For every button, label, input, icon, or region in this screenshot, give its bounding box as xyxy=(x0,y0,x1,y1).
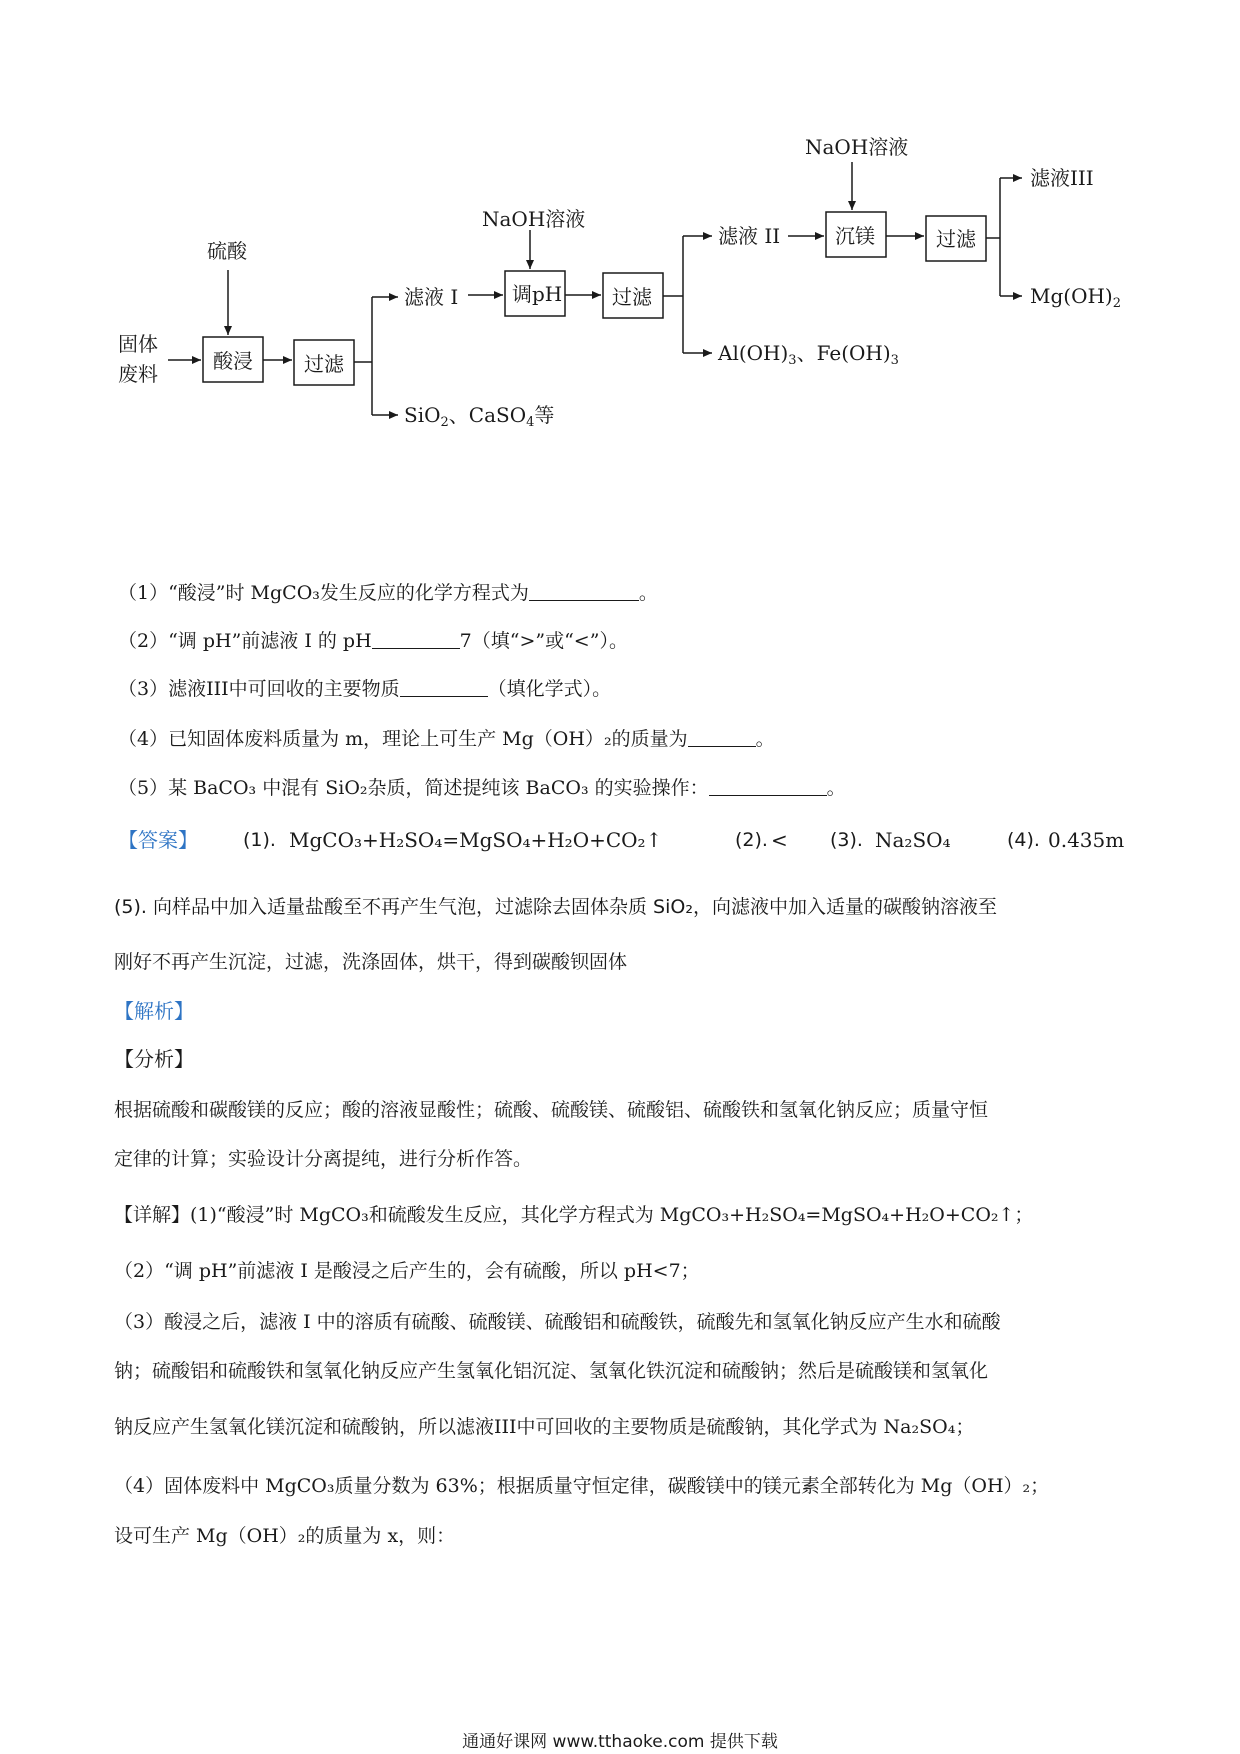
label-filter-1: 过滤 xyxy=(304,352,344,376)
label-filtrate-2: 滤液 II xyxy=(718,224,781,248)
detail-line-1: 【详解】(1)“酸浸”时 MgCO₃和硫酸发生反应，其化学方程式为 MgCO₃+H₂SO₄=MgSO₄+H₂O+CO₂↑； xyxy=(114,1204,1034,1226)
analysis-line-1: 根据硫酸和碳酸镁的反应；酸的溶液显酸性；硫酸、硫酸镁、硫酸铝、硫酸铁和氢氧化钠反应；质量守恒 xyxy=(114,1099,989,1121)
label-precip-mg: 沉镁 xyxy=(835,224,875,248)
analysis-tag: 【解析】 xyxy=(114,999,194,1023)
answer-blank-4 xyxy=(688,726,756,747)
answer-3: Na₂SO₄ xyxy=(875,828,951,852)
question-1 xyxy=(118,580,658,606)
label-mgoh2: $Mg(OH)_2$ xyxy=(1030,284,1122,311)
label-filter-2: 过滤 xyxy=(612,285,652,309)
answer-tag: 【答案】 xyxy=(118,828,198,852)
question-3 xyxy=(118,676,611,702)
label-naoh-2: NaOH溶液 xyxy=(805,135,909,159)
label-solid-waste-1: 固体 xyxy=(118,332,158,356)
answer-4: 0.435m xyxy=(1048,828,1125,852)
detail-line-6: （4）固体废料中 MgCO₃质量分数为 63%；根据质量守恒定律，碳酸镁中的镁元素全部转化为 Mg（OH）₂； xyxy=(114,1475,1050,1497)
question-3-text: （3）滤液III中可回收的主要物质 xyxy=(118,678,400,700)
process-flowchart xyxy=(0,0,1240,440)
answer-3-label: (3). xyxy=(830,829,863,851)
question-5-text: （5）某 BaCO₃ 中混有 SiO₂杂质，简述提纯该 BaCO₃ 的实验操作： xyxy=(118,777,709,799)
label-filtrate-1: 滤液 I xyxy=(404,285,459,309)
question-2-text: （2）“调 pH”前滤液 I 的 pH xyxy=(118,630,372,652)
question-2 xyxy=(118,628,628,654)
label-residue-2: $Al(OH)_3$、$Fe(OH)_3$ xyxy=(718,341,899,368)
detail-line-4: 钠；硫酸铝和硫酸铁和氢氧化钠反应产生氢氧化铝沉淀、氢氧化铁沉淀和硫酸钠；然后是硫酸镁和氢氧化 xyxy=(114,1360,989,1382)
label-sulfuric-acid: 硫酸 xyxy=(207,239,247,263)
question-3-end: （填化学式）。 xyxy=(487,678,612,700)
question-2-end: 7（填“>”或“<”）。 xyxy=(459,630,628,652)
answer-blank-1 xyxy=(529,580,639,601)
label-filtrate-3: 滤液III xyxy=(1030,166,1094,190)
label-adjust-ph: 调pH xyxy=(512,282,563,306)
question-1-text: （1）“酸浸”时 MgCO₃发生反应的化学方程式为 xyxy=(118,582,529,604)
page-footer: 通通好课网 www.tthaoke.com 提供下载 xyxy=(462,1732,778,1752)
answer-4-label: (4). xyxy=(1007,829,1040,851)
answer-5-line-2: 刚好不再产生沉淀，过滤，洗涤固体，烘干，得到碳酸钡固体 xyxy=(114,951,628,973)
label-filter-3: 过滤 xyxy=(936,227,976,251)
question-5 xyxy=(118,775,846,801)
detail-line-3: （3）酸浸之后，滤液 I 中的溶质有硫酸、硫酸镁、硫酸铝和硫酸铁，硫酸先和氢氧化钠反应产生水和硫酸 xyxy=(114,1311,1001,1333)
answer-blank-3 xyxy=(400,676,488,697)
answer-1: MgCO₃+H₂SO₄=MgSO₄+H₂O+CO₂↑ xyxy=(289,828,663,852)
question-4-end: 。 xyxy=(755,728,775,750)
question-5-end: 。 xyxy=(826,777,846,799)
analysis-heading: 【分析】 xyxy=(114,1047,194,1071)
question-1-end: 。 xyxy=(638,582,658,604)
answer-2-label: (2). xyxy=(735,829,768,851)
label-residue-1: SiO$_2$、CaSO$_4$等 xyxy=(404,403,555,430)
label-acid-leach: 酸浸 xyxy=(213,349,253,373)
answer-5-line-1: (5). 向样品中加入适量盐酸至不再产生气泡，过滤除去固体杂质 SiO₂，向滤液中加入适量的碳酸钠溶液至 xyxy=(114,896,997,918)
label-naoh-1: NaOH溶液 xyxy=(482,207,586,231)
answer-1-label: (1). xyxy=(243,829,276,851)
label-solid-waste-2: 废料 xyxy=(118,362,158,386)
analysis-line-2: 定律的计算；实验设计分离提纯，进行分析作答。 xyxy=(114,1148,533,1170)
question-4 xyxy=(118,726,775,752)
answer-blank-2 xyxy=(372,628,460,649)
question-4-text: （4）已知固体废料质量为 m，理论上可生产 Mg（OH）₂的质量为 xyxy=(118,728,688,750)
answer-blank-5 xyxy=(709,775,827,796)
detail-line-7: 设可生产 Mg（OH）₂的质量为 x，则： xyxy=(114,1525,456,1547)
detail-line-2: （2）“调 pH”前滤液 I 是酸浸之后产生的，会有硫酸，所以 pH<7； xyxy=(114,1260,700,1282)
detail-line-5: 钠反应产生氢氧化镁沉淀和硫酸钠，所以滤液III中可回收的主要物质是硫酸钠，其化学式为 Na₂SO₄； xyxy=(114,1416,975,1438)
answer-2: < xyxy=(771,828,788,852)
